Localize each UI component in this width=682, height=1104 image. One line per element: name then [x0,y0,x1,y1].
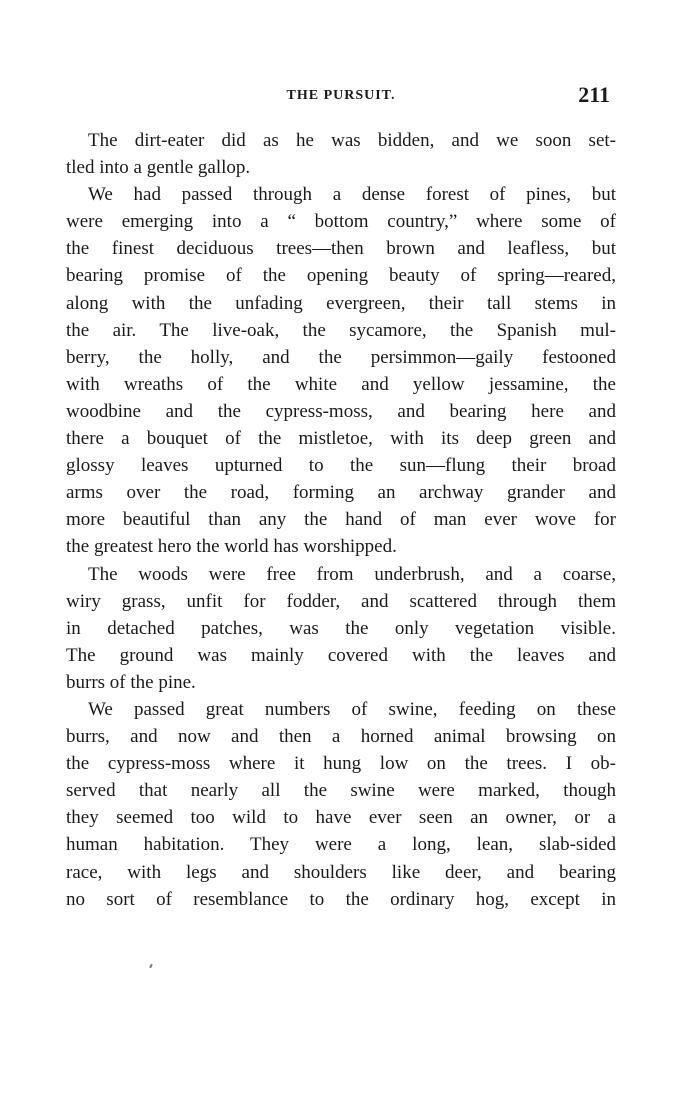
text-line: The ground was mainly covered with the leaves and [66,644,616,666]
stray-ink-mark [149,964,153,968]
text-line: tled into a gentle gallop. [66,157,251,179]
text-line: were emerging into a “ bottom country,” where some of [66,211,616,233]
text-line: the finest deciduous trees—then brown and leafless, but [66,238,616,260]
text-line: the air. The live-oak, the sycamore, the Spanish mul- [66,319,616,341]
text-line: The woods were free from underbrush, and a coarse, [88,563,616,585]
text-line: woodbine and the cypress-moss, and bearing here and [66,400,616,422]
text-line: glossy leaves upturned to the sun—flung their broad [66,455,616,477]
text-line: served that nearly all the swine were marked, though [66,780,616,802]
text-line: wiry grass, unfit for fodder, and scattered through them [66,590,616,612]
page-number: 211 [578,82,610,107]
text-line: human habitation. They were a long, lean, slab-sided [66,834,616,856]
text-line: in detached patches, was the only vegetation visible. [66,617,616,639]
text-line: more beautiful than any the hand of man ever wove for [66,509,616,531]
text-line: no sort of resemblance to the ordinary hog, except in [66,888,616,910]
text-line: burrs, and now and then a horned animal browsing on [66,726,616,748]
text-line: the cypress-moss where it hung low on the trees. I ob- [66,753,616,775]
text-line: with wreaths of the white and yellow jessamine, the [66,373,616,395]
text-line: along with the unfading evergreen, their tall stems in [66,292,616,314]
text-line: the greatest hero the world has worshipped. [66,536,397,558]
text-line: The dirt-eater did as he was bidden, and we soon set- [88,130,616,151]
text-line: We had passed through a dense forest of pines, but [88,184,616,206]
page-header [66,82,616,112]
running-head: THE PURSUIT. [286,88,396,103]
body-text [66,127,616,913]
text-line: race, with legs and shoulders like deer, and bearing [66,861,616,883]
text-line: arms over the road, forming an archway grander and [66,482,616,504]
text-line: there a bouquet of the mistletoe, with its deep green and [66,428,616,450]
text-line: burrs of the pine. [66,671,196,693]
text-line: they seemed too wild to have ever seen an owner, or a [66,807,616,829]
text-line: bearing promise of the opening beauty of spring—reared, [66,265,616,287]
text-line: We passed great numbers of swine, feeding on these [88,698,616,720]
text-line: berry, the holly, and the persimmon—gaily festooned [66,346,616,368]
